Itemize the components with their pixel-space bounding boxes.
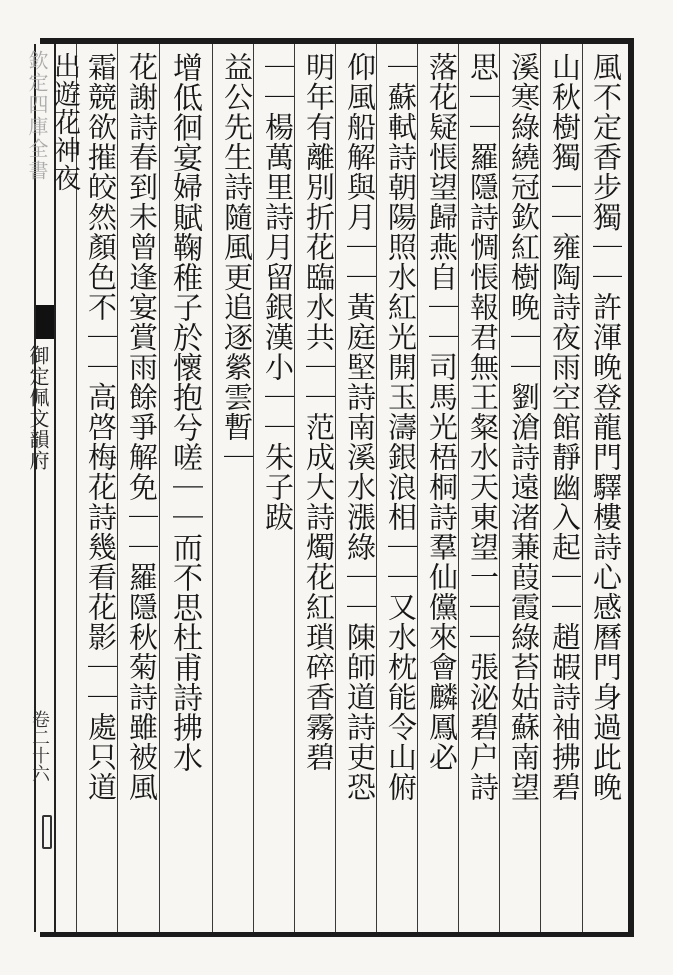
text-column-4: 思｜｜羅隱詩惆悵報君無王粲水天東望一｜｜張泌碧户詩 xyxy=(466,52,500,802)
text-column-7: 仰風船解與月｜｜黃庭堅詩南溪水漲綠｜｜陳師道詩吏恐 xyxy=(343,52,377,802)
text-column-9: ｜｜楊萬里詩月留銀漢小｜｜朱子跋 xyxy=(261,52,295,532)
text-column-8: 明年有離別折花臨水共｜｜范成大詩燭花紅瑣碎香霧碧 xyxy=(302,52,336,772)
text-column-1: 風不定香步獨｜｜許渾晚登龍門驛樓詩心感曆門身過此晚 xyxy=(589,52,623,802)
frame-right-border xyxy=(628,38,634,937)
frame-top-border xyxy=(40,38,632,44)
text-column-10: 益公先生詩隨風更追逐縈雲暫｜ xyxy=(220,52,254,472)
gutter-page-number: 卷二十六 xyxy=(29,710,50,782)
text-column-2: 山秋樹獨｜｜雍陶詩夜雨空館靜幽入起｜｜趙嘏詩袖拂碧 xyxy=(548,52,582,802)
text-column-5: 落花疑悵望歸燕自｜｜司馬光梧桐詩羣仙儻來會麟鳳必 xyxy=(425,52,459,772)
text-column-14: 出遊花神夜 xyxy=(49,52,80,192)
column-rule xyxy=(212,44,213,932)
text-column-12: 花謝詩春到未曾逢宴賞雨餘爭解免｜｜羅隱秋菊詩雖被風 xyxy=(125,52,159,802)
gutter-book-title: 御定佩文韻府 xyxy=(26,345,50,471)
text-column-13: 霜競欲摧皎然顏色不｜｜高啓梅花詩幾看花影｜｜處只道 xyxy=(84,52,118,802)
frame-bottom-border xyxy=(40,932,632,937)
text-column-3: 溪寒綠繞冠欽紅樹晚｜｜劉滄詩遠渚蒹葭霞綠苔姑蘇南望 xyxy=(507,52,541,802)
text-column-6: ｜蘇軾詩朝陽照水紅光開玉濤銀浪相｜｜又水枕能令山俯 xyxy=(384,52,418,802)
text-column-11-heading: 增低徊宴婦賦鞠稚子於懷抱兮嗟｜｜而不思杜甫詩拂水 xyxy=(167,52,202,772)
gutter-series-title: 欽定四庫全書 xyxy=(25,50,49,182)
